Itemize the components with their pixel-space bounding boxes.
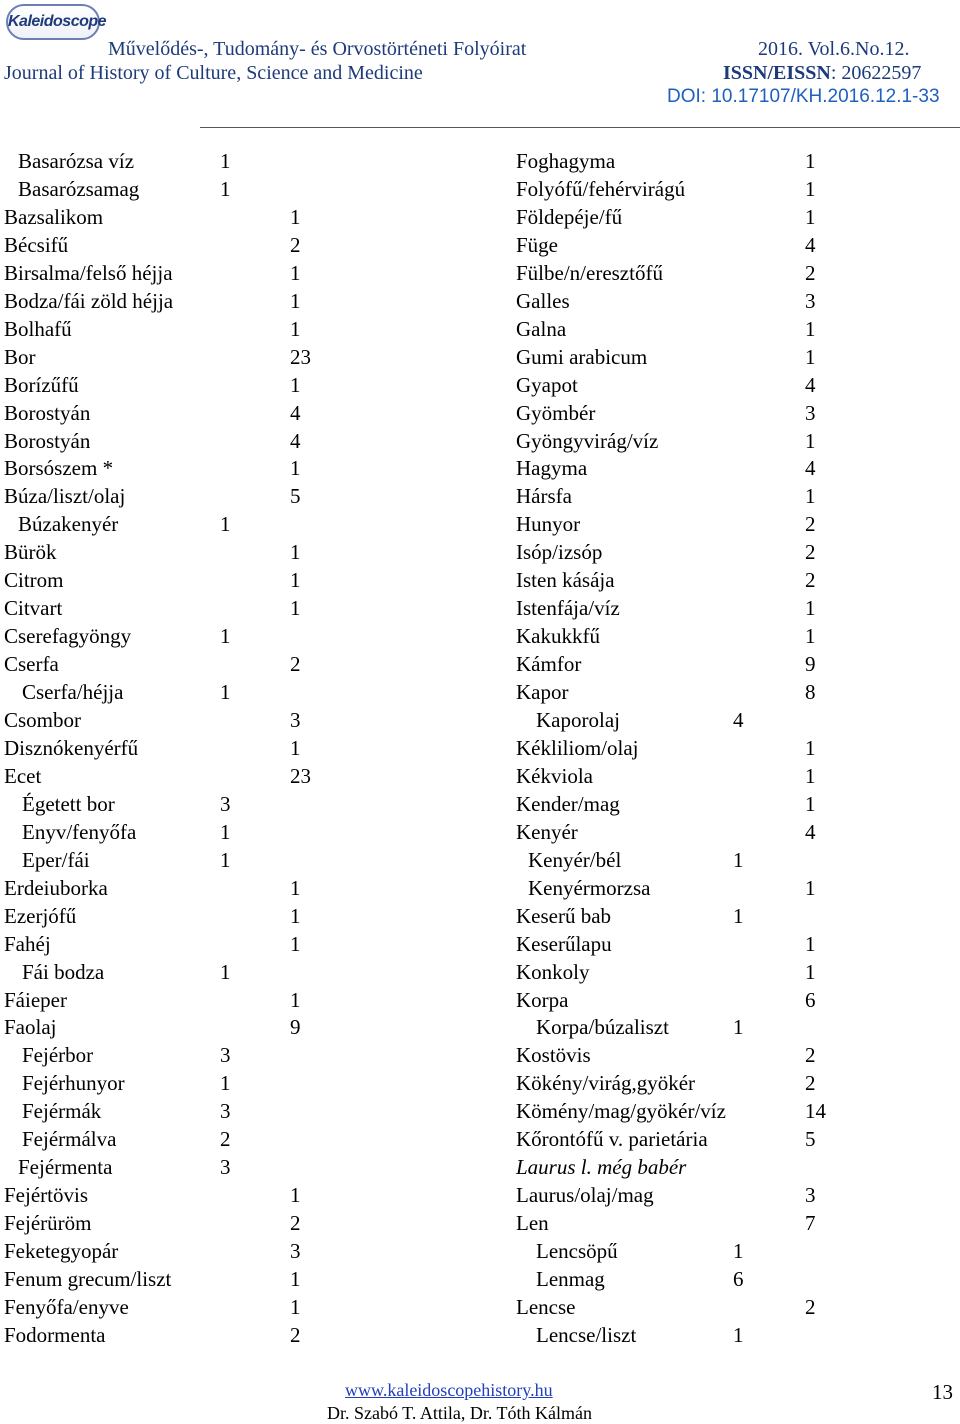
right-entry-name: Kékviola [516,763,593,788]
right-entry-count: 1 [733,1239,744,1264]
right-entry-count: 1 [805,149,816,173]
right-entry-count: 1 [805,204,816,229]
left-entry-name: Basarózsa víz [18,149,135,173]
left-entry-count: 1 [220,176,231,201]
left-entry-name: Borsószem * [4,456,114,481]
right-entry-count: 1 [805,176,816,201]
right-entry-name: Kenyér [516,819,578,844]
left-entry-count: 1 [290,540,301,565]
journal-logo: Kaleidoscope [6,4,100,40]
right-entry-name: Kökény/virág,gyökér [516,1071,696,1096]
right-entry-count: 1 [733,1322,744,1347]
left-entry-count: 3 [220,1155,231,1180]
footer-authors: Dr. Szabó T. Attila, Dr. Tóth Kálmán [327,1403,592,1423]
left-entry-name: Citrom [4,568,64,593]
issn-info [723,62,921,85]
left-entry-name: Disznókenyérfű [4,735,139,760]
left-entry-name: Égetett bor [22,791,115,816]
left-entry-count: 1 [290,1294,301,1319]
left-entry-name: Borostyán [4,400,91,425]
left-entry-count: 1 [220,680,231,705]
left-entry-count: 2 [220,1127,231,1152]
right-entry-name: Kenyérmorzsa [528,875,651,900]
right-entry-name: Laurus/olaj/mag [516,1183,654,1208]
left-entry-count: 1 [290,204,301,229]
journal-title-hu: Művelődés-, Tudomány- és Orvostörténeti Folyóirat [108,38,527,60]
right-entry-name: Földepéje/fű [516,204,623,229]
left-entry-name: Fodormenta [4,1322,106,1347]
left-entry-name: Búzakenyér [18,512,119,537]
left-entry-name: Cserfa [4,652,59,677]
left-entry-name: Enyv/fenyőfa [22,819,137,844]
right-entry-name: Hunyor [516,512,581,537]
left-entry-name: Fejérhunyor [22,1071,125,1096]
right-entry-name: Keserűlapu [516,931,612,956]
left-entry-count: 1 [290,1183,301,1208]
left-entry-name: Birsalma/felső héjja [4,260,173,285]
right-entry-count: 4 [805,372,816,397]
left-entry-count: 23 [290,763,311,788]
left-entry-count: 1 [290,372,301,397]
right-entry-count: 1 [805,763,816,788]
right-entry-count: 2 [805,1071,816,1096]
left-entry-count: 1 [220,819,231,844]
right-entry-name: Lencse/liszt [536,1322,637,1347]
left-entry-name: Fejértövis [4,1183,88,1208]
left-entry-count: 3 [290,708,301,732]
right-entry-name: Gyöngyvirág/víz [516,428,659,453]
left-entry-count: 1 [290,316,301,341]
header-divider [200,127,960,128]
right-entry-name: Hársfa [516,484,572,509]
left-entry-count: 1 [290,931,301,956]
right-entry-name: Kaporolaj [536,708,620,732]
left-entry-count: 1 [290,260,301,285]
left-entry-name: Bor [4,344,36,369]
right-entry-count: 2 [805,540,816,565]
left-entry-name: Fái bodza [22,959,105,984]
right-entry-name: Laurus l. még babér [516,1155,687,1180]
left-entry-name: Citvart [4,596,63,621]
right-entry-count: 1 [805,316,816,341]
website-link[interactable]: www.kaleidoscopehistory.hu [345,1380,553,1400]
left-entry-count: 1 [220,959,231,984]
right-entry-name: Kömény/mag/gyökér/víz [516,1099,726,1124]
left-entry-count: 1 [290,875,301,900]
right-entry-name: Istenfája/víz [516,596,620,621]
right-entry-name: Foghagyma [516,149,616,173]
left-entry-name: Fenum grecum/liszt [4,1267,172,1291]
left-entry-name: Ezerjófű [4,903,77,928]
right-entry-count: 5 [805,1127,816,1152]
right-entry-count: 1 [805,596,816,621]
left-entry-count: 23 [290,344,311,369]
left-entry-name: Faolaj [4,1015,57,1040]
left-entry-name: Bécsifű [4,232,69,257]
right-entry-count: 3 [805,288,816,313]
left-entry-name: Bürök [4,540,57,565]
left-entry-name: Csombor [4,708,82,732]
right-entry-count: 2 [805,512,816,537]
right-entry-count: 1 [805,931,816,956]
page-number: 13 [932,1380,953,1404]
left-entry-name: Fejérmenta [18,1155,113,1180]
left-entry-count: 4 [290,400,301,425]
left-entry-name: Eper/fái [22,847,90,872]
right-entry-name: Kámfor [516,652,582,677]
left-entry-name: Bodza/fái zöld héjja [4,288,174,313]
right-entry-count: 7 [805,1211,816,1236]
right-entry-name: Galna [516,316,567,341]
left-entry-count: 3 [220,1099,231,1124]
right-entry-name: Keserű bab [516,903,612,928]
left-entry-count: 2 [290,1211,301,1236]
right-entry-name: Len [516,1211,549,1236]
right-entry-name: Lenmag [536,1267,605,1291]
right-entry-count: 4 [805,819,816,844]
right-entry-count: 1 [805,344,816,369]
left-entry-count: 1 [290,568,301,593]
right-entry-count: 4 [805,456,816,481]
right-entry-count: 1 [733,847,744,872]
left-entry-count: 4 [290,428,301,453]
right-entry-name: Kender/mag [516,791,620,816]
left-entry-count: 1 [290,903,301,928]
left-entry-count: 1 [290,1267,301,1291]
left-entry-count: 1 [290,596,301,621]
left-entry-name: Fejérmálva [22,1127,117,1152]
right-entry-name: Gumi arabicum [516,344,648,369]
right-entry-name: Gyömbér [516,400,596,425]
right-entry-count: 1 [805,484,816,509]
issn-label: ISSN/EISSN [723,62,831,84]
left-entry-name: Feketegyopár [4,1239,119,1264]
right-entry-count: 6 [733,1267,744,1291]
left-entry-name: Búza/liszt/olaj [4,484,126,509]
right-entry-count: 3 [805,400,816,425]
right-entry-name: Füge [516,232,558,257]
volume-info: 2016. Vol.6.No.12. [758,38,910,60]
right-entry-count: 1 [805,735,816,760]
right-entry-count: 1 [805,791,816,816]
left-entry-name: Fahéj [4,931,51,956]
right-entry-count: 9 [805,652,816,677]
left-entry-count: 1 [290,987,301,1012]
left-entry-name: Borízűfű [4,372,79,397]
right-entry-name: Galles [516,288,570,313]
right-entry-count: 2 [805,1294,816,1319]
right-entry-count: 3 [805,1183,816,1208]
left-entry-count: 5 [290,484,301,509]
left-entry-count: 2 [290,232,301,257]
left-entry-name: Fejérüröm [4,1211,92,1236]
right-entry-count: 1 [733,903,744,928]
left-entry-count: 1 [290,456,301,481]
right-entry-name: Korpa [516,987,569,1012]
right-entry-count: 6 [805,987,816,1012]
left-entry-name: Erdeiuborka [4,875,108,900]
right-entry-name: Konkoly [516,959,590,984]
left-entry-count: 2 [290,652,301,677]
right-entry-name: Isten kásája [516,568,615,593]
left-entry-count: 1 [220,1071,231,1096]
left-entry-count: 9 [290,1015,301,1040]
left-entry-name: Bazsalikom [4,204,104,229]
left-entry-count: 1 [220,624,231,649]
left-entry-name: Cserefagyöngy [4,624,132,649]
left-entry-name: Bolhafű [4,316,72,341]
left-entry-name: Cserfa/héjja [22,680,124,705]
left-entry-name: Fejérbor [22,1043,94,1068]
right-entry-count: 1 [733,1015,744,1040]
right-entry-count: 1 [805,875,816,900]
issn-value: : 20622597 [830,62,922,84]
left-entry-count: 2 [290,1322,301,1347]
right-entry-name: Kapor [516,680,569,705]
left-entry-count: 3 [290,1239,301,1264]
right-entry-name: Lencsöpű [536,1239,618,1264]
right-entry-name: Folyófű/fehérvirágú [516,176,686,201]
left-entry-count: 1 [220,512,231,537]
right-entry-name: Fülbe/n/eresztőfű [516,260,663,285]
right-entry-name: Gyapot [516,372,578,397]
left-entry-count: 3 [220,791,231,816]
right-entry-name: Kostövis [516,1043,591,1068]
right-entry-count: 2 [805,568,816,593]
right-entry-count: 1 [805,428,816,453]
left-entry-name: Ecet [4,763,42,788]
right-entry-name: Isóp/izsóp [516,540,603,565]
left-entry-count: 3 [220,1043,231,1068]
right-entry-count: 4 [733,708,744,732]
right-entry-count: 1 [805,624,816,649]
right-entry-count: 2 [805,260,816,285]
left-entry-name: Fenyőfa/enyve [4,1294,129,1319]
right-entry-count: 1 [805,959,816,984]
left-entry-count: 1 [220,847,231,872]
left-entry-name: Borostyán [4,428,91,453]
doi-link[interactable]: DOI: 10.17107/KH.2016.12.1-33 [667,86,940,107]
right-entry-count: 4 [805,232,816,257]
right-entry-name: Hagyma [516,456,588,481]
left-entry-count: 1 [290,288,301,313]
left-entry-count: 1 [220,149,231,173]
right-entry-name: Lencse [516,1294,576,1319]
left-entry-count: 1 [290,735,301,760]
journal-title-en: Journal of History of Culture, Science and Medicine [4,62,423,84]
right-entry-count: 8 [805,680,816,705]
right-entry-count: 14 [805,1099,826,1124]
right-entry-count: 2 [805,1043,816,1068]
right-entry-name: Kékliliom/olaj [516,735,639,760]
left-entry-name: Basarózsamag [18,176,140,201]
right-entry-name: Kőrontófű v. parietária [516,1127,708,1152]
right-entry-name: Korpa/búzaliszt [536,1015,669,1040]
left-entry-name: Fejérmák [22,1099,102,1124]
right-entry-name: Kenyér/bél [528,847,622,872]
right-entry-name: Kakukkfű [516,624,600,649]
left-entry-name: Fáieper [4,987,67,1012]
